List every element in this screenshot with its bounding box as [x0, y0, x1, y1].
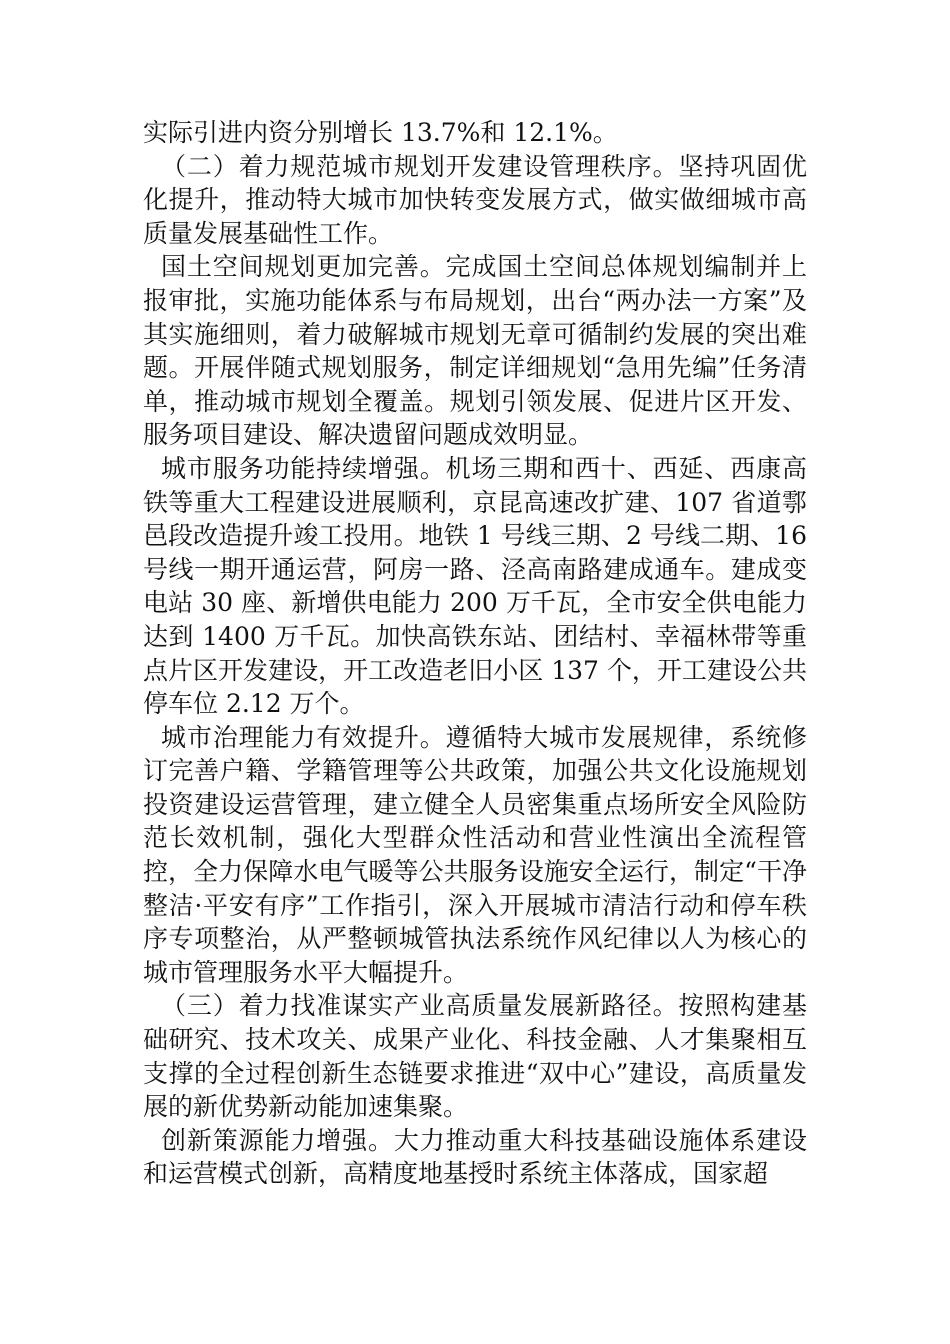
paragraph-city-governance: 城市治理能力有效提升。遵循特大城市发展规律，系统修订完善户籍、学籍管理等公共政策，加强公共文化设施规划投资建设运营管理，建立健全人员密集重点场所安全风险防范长效机制，强化大型群众性活动和营业性演出全流程管控，全力保障水电气暖等公共服务设施安全运行，制定“干净整洁·平安有序”工作指引，深入开展城市清洁行动和停车秩序专项整治，从严整顿城管执法系统作风纪律以人为核心的城市管理服务水平大幅提升。 — [143, 722, 807, 987]
paragraph-city-services: 城市服务功能持续增强。机场三期和西十、西延、西康高铁等重大工程建设进展顺利，京昆高速改扩建、107 省道鄠邑段改造提升竣工投用。地铁 1 号线三期、2 号线二期、16 号线一期开通运营，阿房一路、泾高南路建成通车。建成变电站 30 座、新增供电能力 200 万千瓦，全市安全供电能力达到 1400 万千瓦。加快高铁东站、团结村、幸福林带等重点片区开发建设，开工改造老旧小区 137 个，开工建设公共停车位 2.12 万个。 — [143, 453, 807, 719]
paragraph-innovation-source: 创新策源能力增强。大力推动重大科技基础设施体系建设和运营模式创新，高精度地基授时系统主体落成，国家超 — [143, 1125, 807, 1189]
paragraph-spatial-planning: 国土空间规划更加完善。完成国土空间总体规划编制并上报审批，实施功能体系与布局规划，出台“两办法一方案”及其实施细则，着力破解城市规划无章可循制约发展的突出难题。开展伴随式规划服务，制定详细规划“急用先编”任务清单，推动城市规划全覆盖。规划引领发展、促进片区开发、服务项目建设、解决遗留问题成效明显。 — [143, 252, 807, 450]
paragraph-section-three-heading: （三）着力找准谋实产业高质量发展新路径。按照构建基础研究、技术攻关、成果产业化、科技金融、人才集聚相互支撑的全过程创新生态链要求推进“双中心”建设，高质量发展的新优势新动能加速集聚。 — [143, 991, 807, 1122]
paragraph-section-two-heading: （二）着力规范城市规划开发建设管理秩序。坚持巩固优化提升，推动特大城市加快转变发展方式，做实做细城市高质量发展基础性工作。 — [143, 151, 807, 248]
paragraph-continuation: 实际引进内资分别增长 13.7%和 12.1%。 — [143, 118, 618, 147]
document-body — [143, 116, 807, 1191]
